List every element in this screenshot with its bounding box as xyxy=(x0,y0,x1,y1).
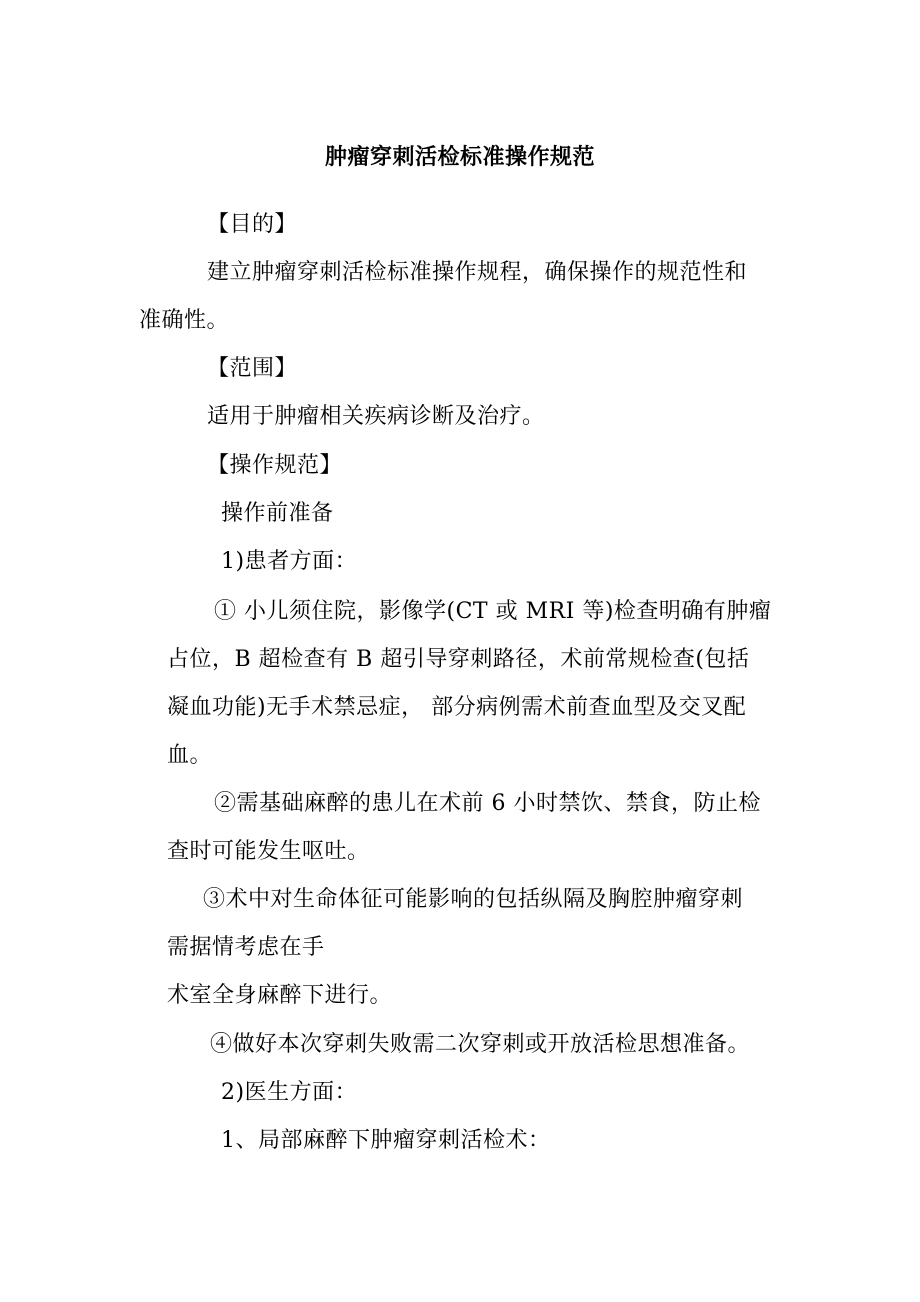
scope-text: 适用于肿瘤相关疾病诊断及治疗。 xyxy=(207,404,545,429)
preparation-heading: 操作前准备 xyxy=(221,501,334,526)
operation-heading: 【操作规范】 xyxy=(207,453,343,478)
item-2-line-2: 查时可能发生呕吐。 xyxy=(167,839,370,864)
item-1-line-3: 凝血功能)无手术禁忌症， 部分病例需术前查血型及交叉配 xyxy=(167,695,747,720)
item-4-line-1: ④做好本次穿刺失败需二次穿刺或开放活检思想准备。 xyxy=(210,1032,751,1057)
purpose-text-line-1: 建立肿瘤穿刺活检标准操作规程，确保操作的规范性和 xyxy=(207,260,748,285)
scope-heading: 【范围】 xyxy=(207,356,298,381)
item-1-line-4: 血。 xyxy=(167,743,213,768)
item-1-line-1: ① 小儿须住院，影像学(CT 或 MRI 等)检查明确有肿瘤 xyxy=(214,599,772,624)
item-3-line-1: ③术中对生命体征可能影响的包括纵隔及胸腔肿瘤穿刺 xyxy=(203,887,744,912)
purpose-heading: 【目的】 xyxy=(207,212,298,237)
patient-heading: 1)患者方面： xyxy=(221,549,358,574)
item-3-line-3: 术室全身麻醉下进行。 xyxy=(167,983,393,1008)
document-title: 肿瘤穿刺活检标准操作规范 xyxy=(324,144,595,170)
item-2-line-1: ②需基础麻醉的患儿在术前 6 小时禁饮、禁食，防止检 xyxy=(214,791,761,816)
doctor-heading: 2)医生方面： xyxy=(221,1080,358,1105)
item-3-line-2: 需据情考虑在手 xyxy=(167,935,325,960)
item-1-line-2: 占位，B 超检查有 B 超引导穿刺路径，术前常规检查(包括 xyxy=(167,647,750,672)
doctor-item-1: 1、局部麻醉下肿瘤穿刺活检术： xyxy=(221,1128,551,1153)
purpose-text-line-2: 准确性。 xyxy=(139,308,230,333)
